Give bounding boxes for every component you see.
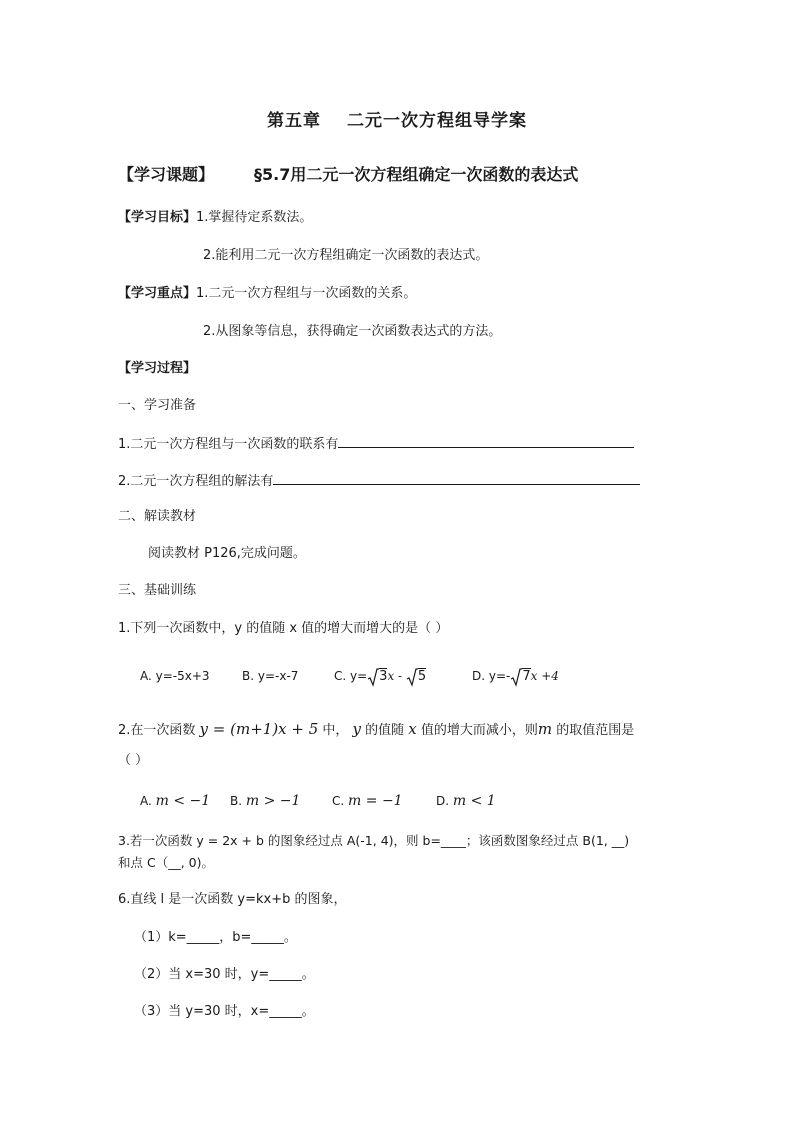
stem-part: 2.在一次函数 — [118, 723, 200, 738]
option-d-prefix: D. y=- — [472, 669, 511, 683]
radicand: 5 — [417, 669, 427, 684]
question-stem: 1.下列一次函数中，y 的值随 x 值的增大而增大的是（ ） — [118, 621, 449, 636]
var-y: y — [352, 720, 362, 738]
stem-part: 中， — [318, 723, 353, 738]
lesson-topic — [118, 162, 578, 185]
option-label: A. — [140, 794, 152, 808]
goals-row — [118, 209, 312, 227]
topic-tag: 【学习课题】 — [118, 165, 215, 184]
key-points-tag: 【学习重点】 — [118, 286, 197, 301]
q1-options — [140, 664, 559, 688]
goal-item: 2.能利用二元一次方程组确定一次函数的表达式。 — [203, 248, 489, 263]
question-stem: 6.直线 l 是一次函数 y=kx+b 的图象， — [118, 892, 347, 907]
topic-text: §5.7用二元一次方程组确定一次函数的表达式 — [254, 165, 579, 184]
sub-question: （2）当 x=30 时，y=_____。 — [134, 967, 315, 982]
section-heading: 三、基础训练 — [118, 583, 197, 598]
var-x: x — [408, 720, 417, 738]
option-c[interactable] — [332, 790, 436, 812]
goal-item: 1.掌握待定系数法。 — [196, 210, 313, 225]
key-point-item: 2.从图象等信息，获得确定一次函数表达式的方法。 — [203, 324, 502, 339]
question-text: 2.二元一次方程组的解法有 — [118, 474, 274, 489]
option-b[interactable] — [230, 790, 332, 812]
key-points-row — [118, 285, 416, 303]
question-text: 1.二元一次方程组与一次函数的联系有 — [118, 437, 339, 452]
option-d-suffix: x +4 — [530, 669, 559, 683]
worksheet-name: 二元一次方程组导学案 — [347, 111, 527, 131]
answer-blank[interactable] — [338, 434, 634, 448]
option-a[interactable]: A. y=-5x+3 — [140, 669, 210, 683]
option-value: m > −1 — [245, 793, 301, 809]
goals-tag: 【学习目标】 — [118, 210, 197, 225]
question-stem-continued: 和点 C（__, 0)。 — [118, 855, 214, 870]
option-c-prefix: C. y= — [334, 669, 368, 683]
stem-part: 的值随 — [361, 723, 409, 738]
sqrt-icon — [510, 667, 522, 687]
formula: y = (m+1)x + 5 — [199, 720, 319, 738]
var-m: m — [537, 720, 553, 738]
option-value: m < 1 — [452, 793, 496, 809]
option-b[interactable]: B. y=-x-7 — [242, 669, 299, 683]
prep-question-2 — [118, 471, 640, 491]
stem-part: 值的增大而减小，则 — [416, 723, 538, 738]
section-heading: 二、解读教材 — [118, 509, 197, 524]
option-d[interactable] — [436, 790, 496, 812]
chapter-label: 第五章 — [267, 111, 321, 131]
sqrt-icon — [406, 667, 418, 687]
option-a[interactable] — [140, 790, 230, 812]
section-heading: 一、学习准备 — [118, 398, 197, 413]
question-stem — [118, 718, 634, 740]
option-c-mid: x - — [387, 669, 403, 683]
option-d[interactable] — [472, 664, 559, 689]
process-tag: 【学习过程】 — [118, 361, 197, 376]
page-title — [0, 106, 794, 131]
reading-instruction: 阅读教材 P126,完成问题。 — [148, 546, 306, 561]
radicand: 7 — [522, 669, 531, 684]
sub-question: （3）当 y=30 时，x=_____。 — [134, 1004, 315, 1019]
prep-question-1 — [118, 434, 634, 454]
stem-part: 的取值范围是 — [552, 723, 635, 738]
key-point-item: 1.二元一次方程组与一次函数的关系。 — [196, 286, 417, 301]
option-label: D. — [436, 794, 450, 808]
option-label: C. — [332, 794, 345, 808]
option-c[interactable] — [334, 664, 472, 689]
answer-paren: （ ） — [118, 753, 149, 768]
question-stem: 3.若一次函数 y = 2x + b 的图象经过点 A(-1, 4)，则 b=____；该函数图象经过点 B(1, __) — [118, 833, 630, 848]
sub-question: （1）k=_____，b=_____。 — [134, 930, 297, 945]
option-value: m < −1 — [155, 793, 211, 809]
option-label: B. — [230, 794, 243, 808]
sqrt-icon — [367, 667, 379, 687]
radicand: 3 — [379, 669, 388, 684]
option-value: m = −1 — [348, 793, 403, 809]
answer-blank[interactable] — [273, 471, 640, 485]
q2-options — [140, 790, 496, 812]
